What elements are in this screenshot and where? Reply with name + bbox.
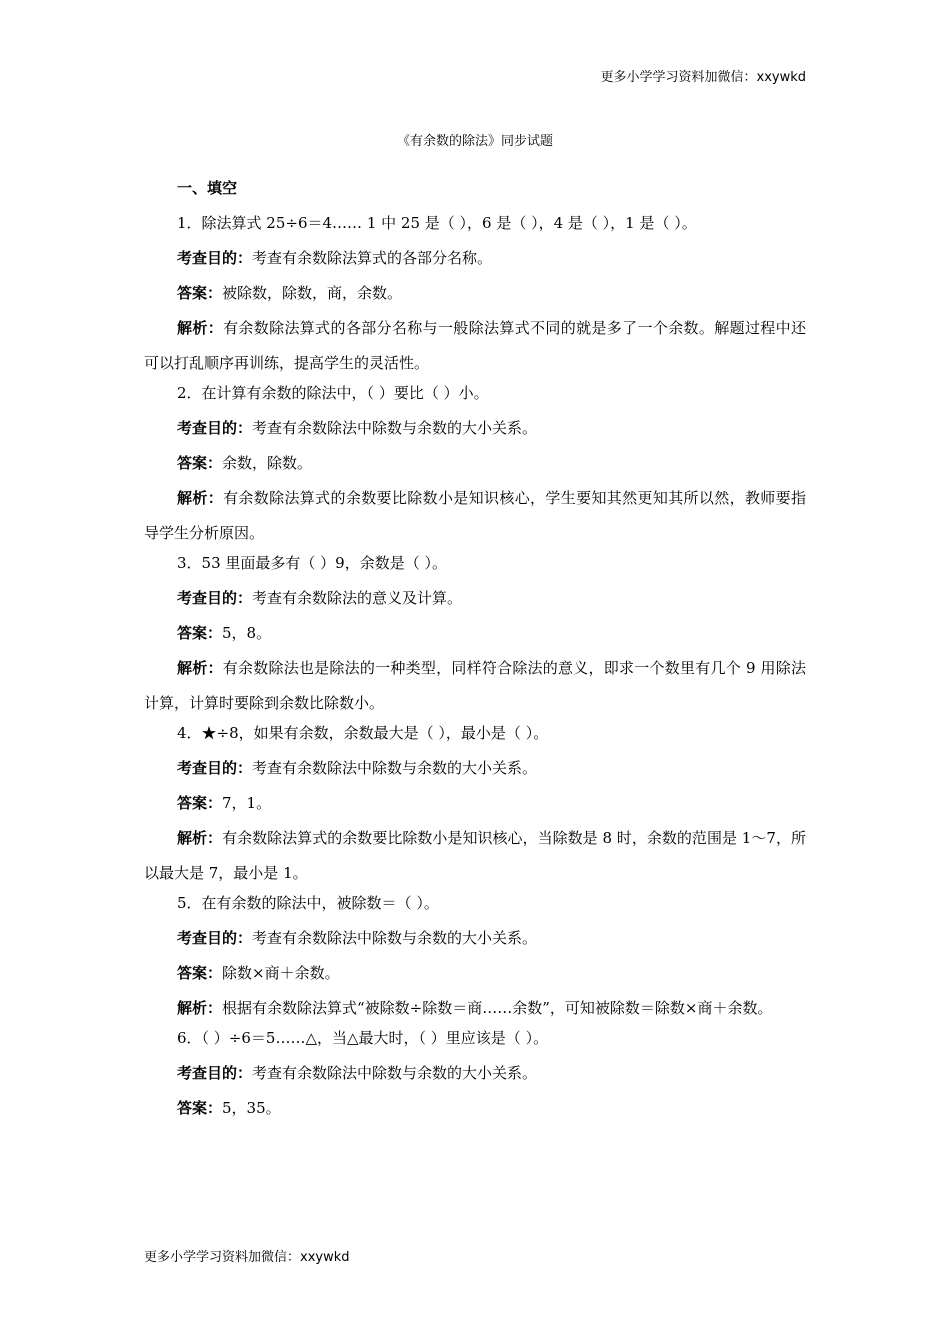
answer-label: 答案：: [177, 794, 223, 812]
purpose-text: 考查有余数除法中除数与余数的大小关系。: [252, 929, 538, 947]
analysis-text: 有余数除法也是除法的一种类型，同样符合除法的意义，即求一个数里有几个 9 用除法计算，计算时要除到余数比除数小。: [144, 659, 806, 712]
answer-label: 答案：: [177, 1099, 223, 1117]
answer-text: 5，8。: [222, 624, 272, 642]
analysis-label: 解析：: [177, 319, 224, 337]
question-1-purpose: [144, 246, 806, 281]
purpose-label: 考查目的：: [177, 589, 253, 607]
purpose-label: 考查目的：: [177, 929, 253, 947]
analysis-label: 解析：: [177, 829, 223, 847]
question-6: 6．（ ）÷6＝5……△，当△最大时，（ ）里应该是（ ）。: [177, 1029, 549, 1047]
question-2-analysis: [144, 481, 806, 551]
answer-label: 答案：: [177, 624, 223, 642]
purpose-label: 考查目的：: [177, 759, 253, 777]
purpose-text: 考查有余数除法的意义及计算。: [252, 589, 463, 607]
answer-text: 被除数，除数，商，余数。: [222, 284, 403, 302]
question-4: 4．★÷8，如果有余数，余数最大是（ ），最小是（ ）。: [177, 724, 549, 742]
header-note: 更多小学学习资料加微信：xxywkd: [600, 70, 806, 85]
analysis-text: 有余数除法算式的余数要比除数小是知识核心，学生要知其然更知其所以然，教师要指导学生分析原因。: [144, 489, 806, 542]
analysis-text: 根据有余数除法算式“被除数÷除数＝商……余数”，可知被除数＝除数×商＋余数。: [222, 999, 773, 1017]
answer-text: 余数，除数。: [222, 454, 313, 472]
document-body: [144, 176, 806, 1131]
analysis-text: 有余数除法算式的各部分名称与一般除法算式不同的就是多了一个余数。解题过程中还可以打乱顺序再训练，提高学生的灵活性。: [144, 319, 806, 372]
question-4-analysis: [144, 821, 806, 891]
purpose-text: 考查有余数除法算式的各部分名称。: [252, 249, 493, 267]
answer-label: 答案：: [177, 964, 223, 982]
question-3-analysis: [144, 651, 806, 721]
question-2: 2．在计算有余数的除法中，（ ）要比（ ）小。: [177, 384, 489, 402]
question-1-analysis: [144, 311, 806, 381]
purpose-text: 考查有余数除法中除数与余数的大小关系。: [252, 759, 538, 777]
question-6-answer: [144, 1096, 806, 1131]
purpose-label: 考查目的：: [177, 419, 253, 437]
answer-label: 答案：: [177, 284, 223, 302]
question-6-purpose: [144, 1061, 806, 1096]
purpose-text: 考查有余数除法中除数与余数的大小关系。: [252, 1064, 538, 1082]
purpose-label: 考查目的：: [177, 1064, 253, 1082]
analysis-label: 解析：: [177, 659, 223, 677]
answer-text: 5，35。: [222, 1099, 281, 1117]
analysis-text: 有余数除法算式的余数要比除数小是知识核心，当除数是 8 时，余数的范围是 1～7，所以最大是 7，最小是 1。: [144, 829, 806, 882]
question-3: 3．53 里面最多有（ ）9，余数是（ ）。: [177, 554, 447, 572]
question-5-analysis: [144, 991, 806, 1026]
question-4-purpose: [144, 756, 806, 791]
document-title: 《有余数的除法》同步试题: [396, 134, 553, 149]
question-3-purpose: [144, 586, 806, 621]
purpose-label: 考查目的：: [177, 249, 253, 267]
question-5-purpose: [144, 926, 806, 961]
analysis-label: 解析：: [177, 489, 224, 507]
answer-text: 7，1。: [222, 794, 272, 812]
question-1: 1．除法算式 25÷6＝4…… 1 中 25 是（ ），6 是（ ），4 是（ ），1 是（ ）。: [177, 214, 697, 232]
answer-text: 除数×商＋余数。: [222, 964, 340, 982]
analysis-label: 解析：: [177, 999, 223, 1017]
question-2-purpose: [144, 416, 806, 451]
answer-label: 答案：: [177, 454, 223, 472]
section-heading: 一、填空: [177, 179, 238, 197]
purpose-text: 考查有余数除法中除数与余数的大小关系。: [252, 419, 538, 437]
question-5: 5．在有余数的除法中，被除数＝（ ）。: [177, 894, 439, 912]
footer-note: 更多小学学习资料加微信：xxywkd: [144, 1250, 350, 1265]
